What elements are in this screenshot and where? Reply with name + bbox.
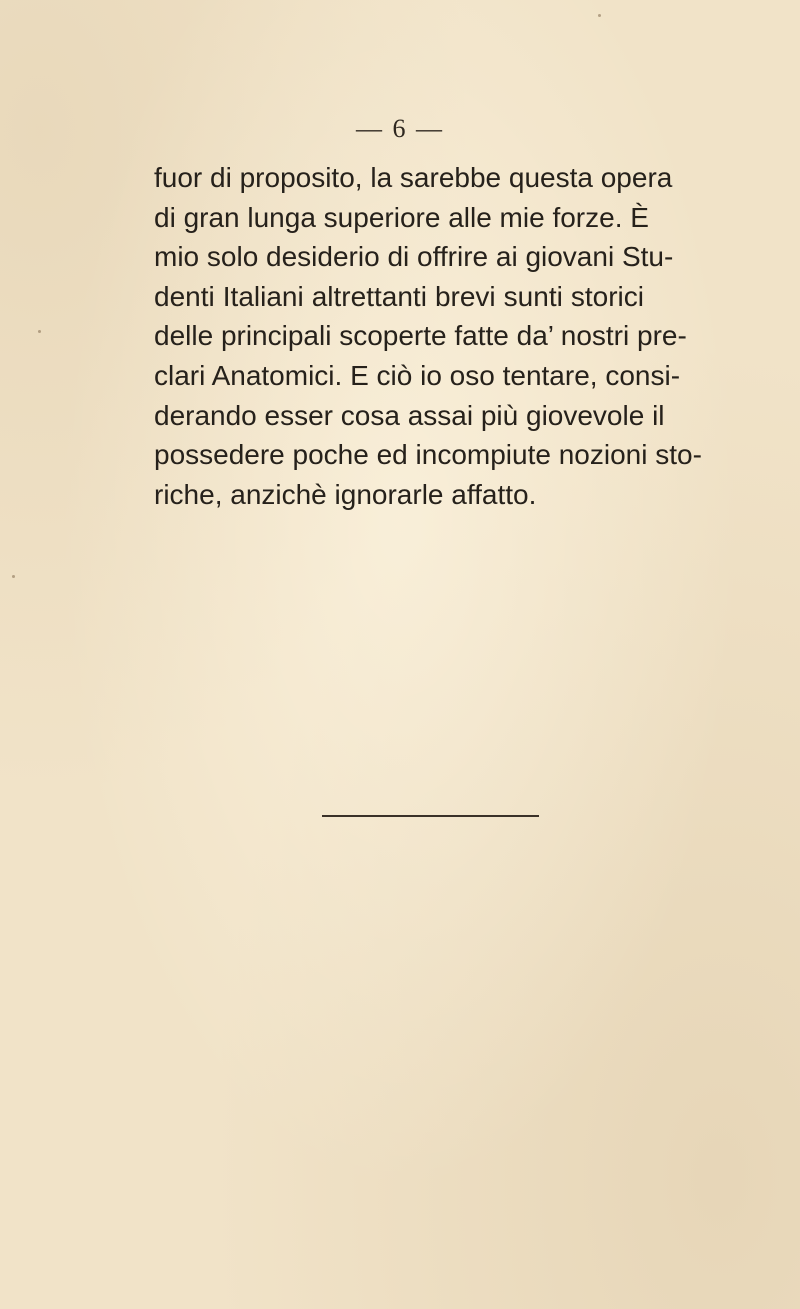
text-line: mio solo desiderio di offrire ai giovani Stu- [154,241,674,273]
text-line: delle principali scoperte fatte da’ nostri pre- [154,320,687,352]
text-line: derando esser cosa assai più giovevole il [154,399,665,431]
text-line: fuor di proposito, la sarebbe questa opera [154,162,673,193]
page-number: — 6 — [356,114,444,143]
paper-speck [12,575,15,578]
text-line: denti Italiani altrettanti brevi sunti storici [154,280,644,312]
paper-speck [38,330,41,333]
section-divider [322,815,539,817]
text-line: riche, anzichè ignorarle affatto. [154,478,537,510]
body-paragraph [154,158,702,514]
text-line: di gran lunga superiore alle mie forze. È [154,201,649,233]
text-line: clari Anatomici. E ciò io oso tentare, consi- [154,359,681,391]
text-line: possedere poche ed incompiute nozioni sto- [154,439,702,471]
paper-speck [598,14,601,17]
